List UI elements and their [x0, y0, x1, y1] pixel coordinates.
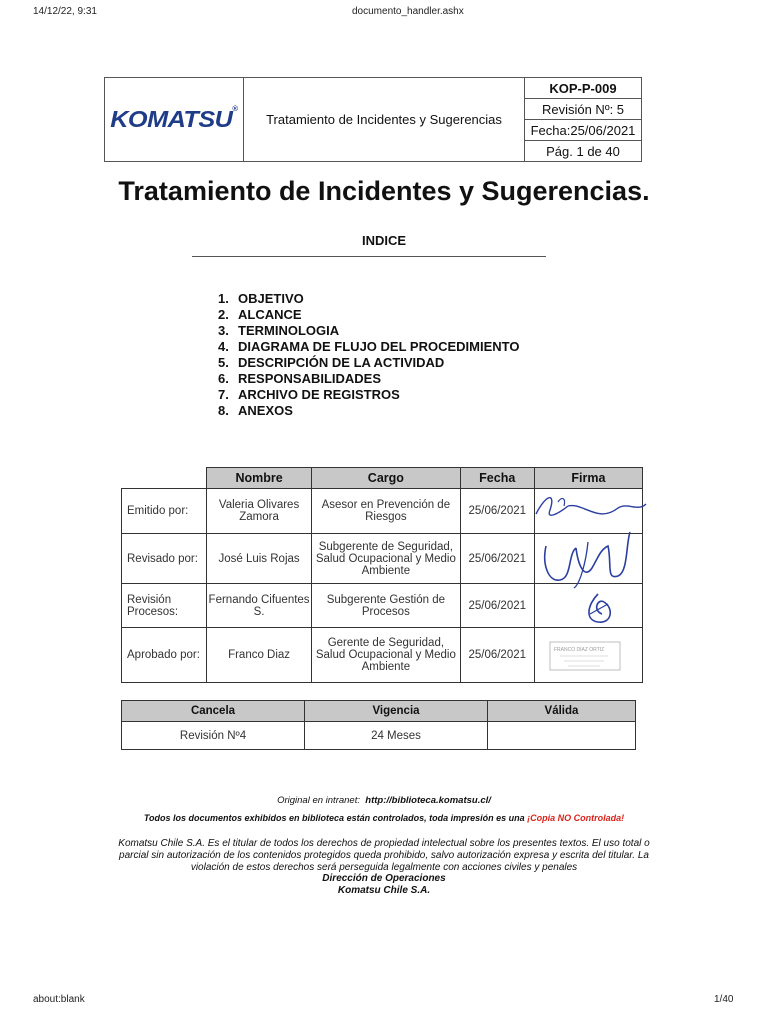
rights-notice: Komatsu Chile S.A. Es el titular de todos los derechos de propiedad intelectual sobre los presentes textos. El uso total o parcial sin autorización de los contenidos protegidos queda prohibido, salvo autorización expresa y escrita del titular. La violación de estos derechos será perseguida legalmente con acciones civiles y penales: [118, 838, 650, 873]
print-page-count: 1/40: [714, 994, 734, 1005]
stamp-text: FRANCO DIAZ ORTIZ: [554, 647, 605, 653]
document-header-table: [104, 77, 642, 162]
print-url: about:blank: [33, 994, 85, 1005]
toc-item: 6. RESPONSABILIDADES: [218, 371, 382, 386]
table-row: Revisión Nº4 24 Meses: [122, 722, 636, 750]
toc-item: 1. OBJETIVO: [218, 291, 304, 306]
print-page-title: documento_handler.ashx: [352, 6, 464, 17]
logo-cell: [105, 78, 244, 162]
toc-item: 7. ARCHIVO DE REGISTROS: [218, 387, 400, 402]
validity-table: [121, 700, 636, 750]
table-of-contents: [218, 291, 519, 419]
intranet-line: Original en intranet: http://biblioteca.komatsu.cl/: [277, 795, 491, 806]
col-header-nombre: Nombre: [207, 468, 312, 489]
col-header-valida: Válida: [488, 701, 636, 722]
signatures-image: [528, 484, 650, 684]
doc-subject: Tratamiento de Incidentes y Sugerencias: [244, 78, 525, 162]
doc-revision: Revisión Nº: 5: [525, 99, 642, 120]
control-notice: Todos los documentos exhibidos en biblioteca están controlados, toda impresión es una ¡Copia NO Controlada!: [143, 813, 625, 823]
komatsu-logo: KOMATSU®: [110, 106, 238, 132]
table-row: Revisión Procesos: Fernando Cifuentes S. Subgerente Gestión de Procesos 25/06/2021: [122, 584, 643, 628]
toc-item: 5. DESCRIPCIÓN DE LA ACTIVIDAD: [218, 355, 445, 370]
col-header-firma: Firma: [534, 468, 642, 489]
doc-date: Fecha:25/06/2021: [525, 120, 642, 141]
doc-page: Pág. 1 de 40: [525, 141, 642, 162]
index-divider: [192, 256, 546, 257]
table-row: Emitido por: Valeria Olivares Zamora Asesor en Prevención de Riesgos 25/06/2021: [122, 489, 643, 534]
toc-item: 4. DIAGRAMA DE FLUJO DEL PROCEDIMIENTO: [218, 339, 520, 354]
table-row: Aprobado por: Franco Diaz Gerente de Seguridad, Salud Ocupacional y Medio Ambiente 25/06/2021: [122, 628, 643, 683]
doc-code: KOP-P-009: [525, 78, 642, 99]
print-datetime: 14/12/22, 9:31: [33, 6, 97, 17]
col-header-vigencia: Vigencia: [305, 701, 488, 722]
col-header-fecha: Fecha: [460, 468, 534, 489]
toc-item: 3. TERMINOLOGIA: [218, 323, 340, 338]
issuer-block: Dirección de Operaciones Komatsu Chile S.A.: [322, 873, 446, 896]
toc-item: 8. ANEXOS: [218, 403, 293, 418]
index-heading: INDICE: [361, 233, 407, 248]
col-header-cargo: Cargo: [312, 468, 461, 489]
col-header-cancela: Cancela: [122, 701, 305, 722]
document-title: Tratamiento de Incidentes y Sugerencias.: [118, 176, 650, 206]
toc-item: 2. ALCANCE: [218, 307, 302, 322]
table-row: Revisado por: José Luis Rojas Subgerente de Seguridad, Salud Ocupacional y Medio Ambiente 25/06/2021: [122, 534, 643, 584]
